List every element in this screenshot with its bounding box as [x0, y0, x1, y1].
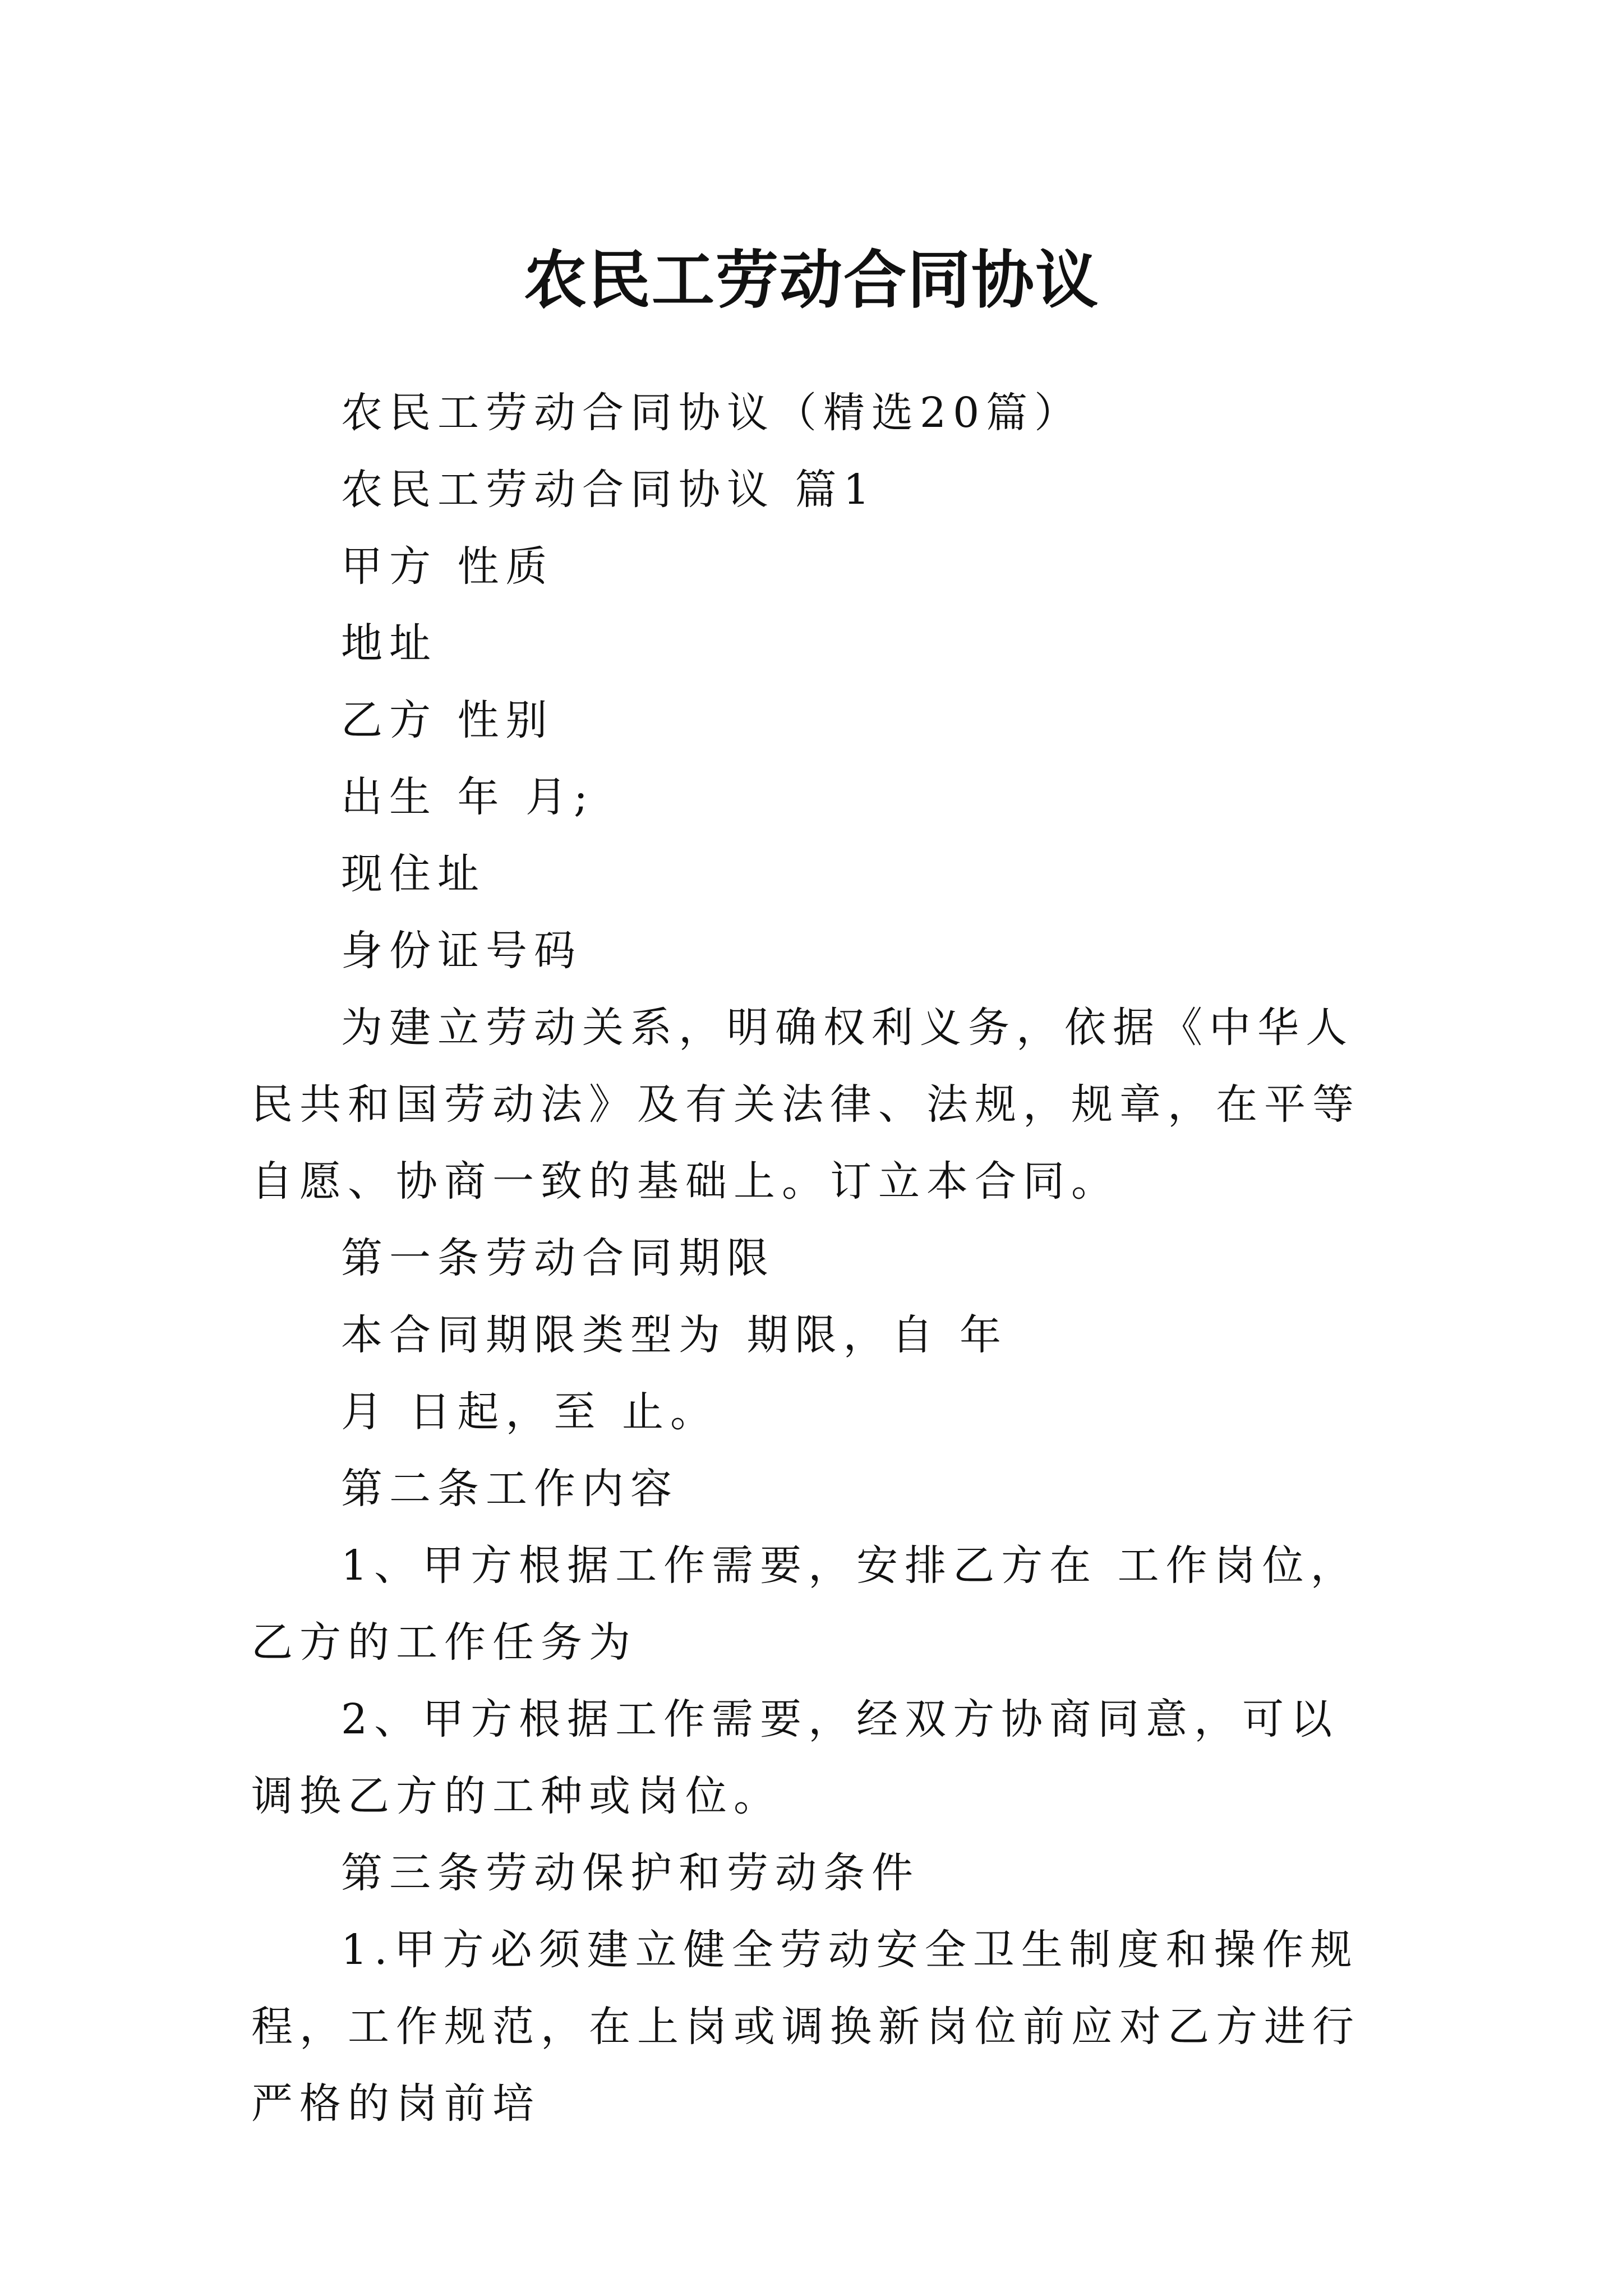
- paragraph-article-3-heading: 第三条劳动保护和劳动条件: [341, 1849, 920, 1897]
- paragraph-party-a: 甲方 性质: [341, 542, 554, 591]
- paragraph-work-assignment: 1、甲方根据工作需要，安排乙方在 工作岗位，乙方的工作任务为: [251, 1542, 1359, 1667]
- paragraph-article-2-heading: 第二条工作内容: [341, 1465, 679, 1513]
- paragraph-current-address: 现住址: [341, 850, 486, 898]
- paragraph-birth: 出生 年 月;: [341, 773, 594, 821]
- paragraph-term-dates: 月 日起，至 止。: [341, 1388, 719, 1436]
- document-title: 农民工劳动合同协议: [524, 243, 1099, 318]
- paragraph-preamble: 为建立劳动关系，明确权利义务，依据《中华人民共和国劳动法》及有关法律、法规，规章，在平等自愿、协商一致的基础上。订立本合同。: [251, 1004, 1361, 1205]
- paragraph-job-change: 2、甲方根据工作需要，经双方协商同意，可以调换乙方的工种或岗位。: [251, 1695, 1339, 1820]
- paragraph-article-heading: 农民工劳动合同协议 篇1: [341, 466, 877, 514]
- paragraph-id-number: 身份证号码: [341, 927, 582, 975]
- paragraph-party-b: 乙方 性别: [341, 696, 554, 744]
- paragraph-article-1-heading: 第一条劳动合同期限: [341, 1234, 775, 1282]
- document-body: [251, 375, 1378, 2142]
- paragraph-address: 地址: [341, 619, 437, 668]
- paragraph-term-type: 本合同期限类型为 期限，自 年: [341, 1311, 1008, 1359]
- paragraph-collection-title: 农民工劳动合同协议（精选20篇）: [341, 389, 1083, 437]
- paragraph-safety-rules: 1.甲方必须建立健全劳动安全卫生制度和操作规程，工作规范，在上岗或调换新岗位前应对乙方进行严格的岗前培: [251, 1926, 1361, 2128]
